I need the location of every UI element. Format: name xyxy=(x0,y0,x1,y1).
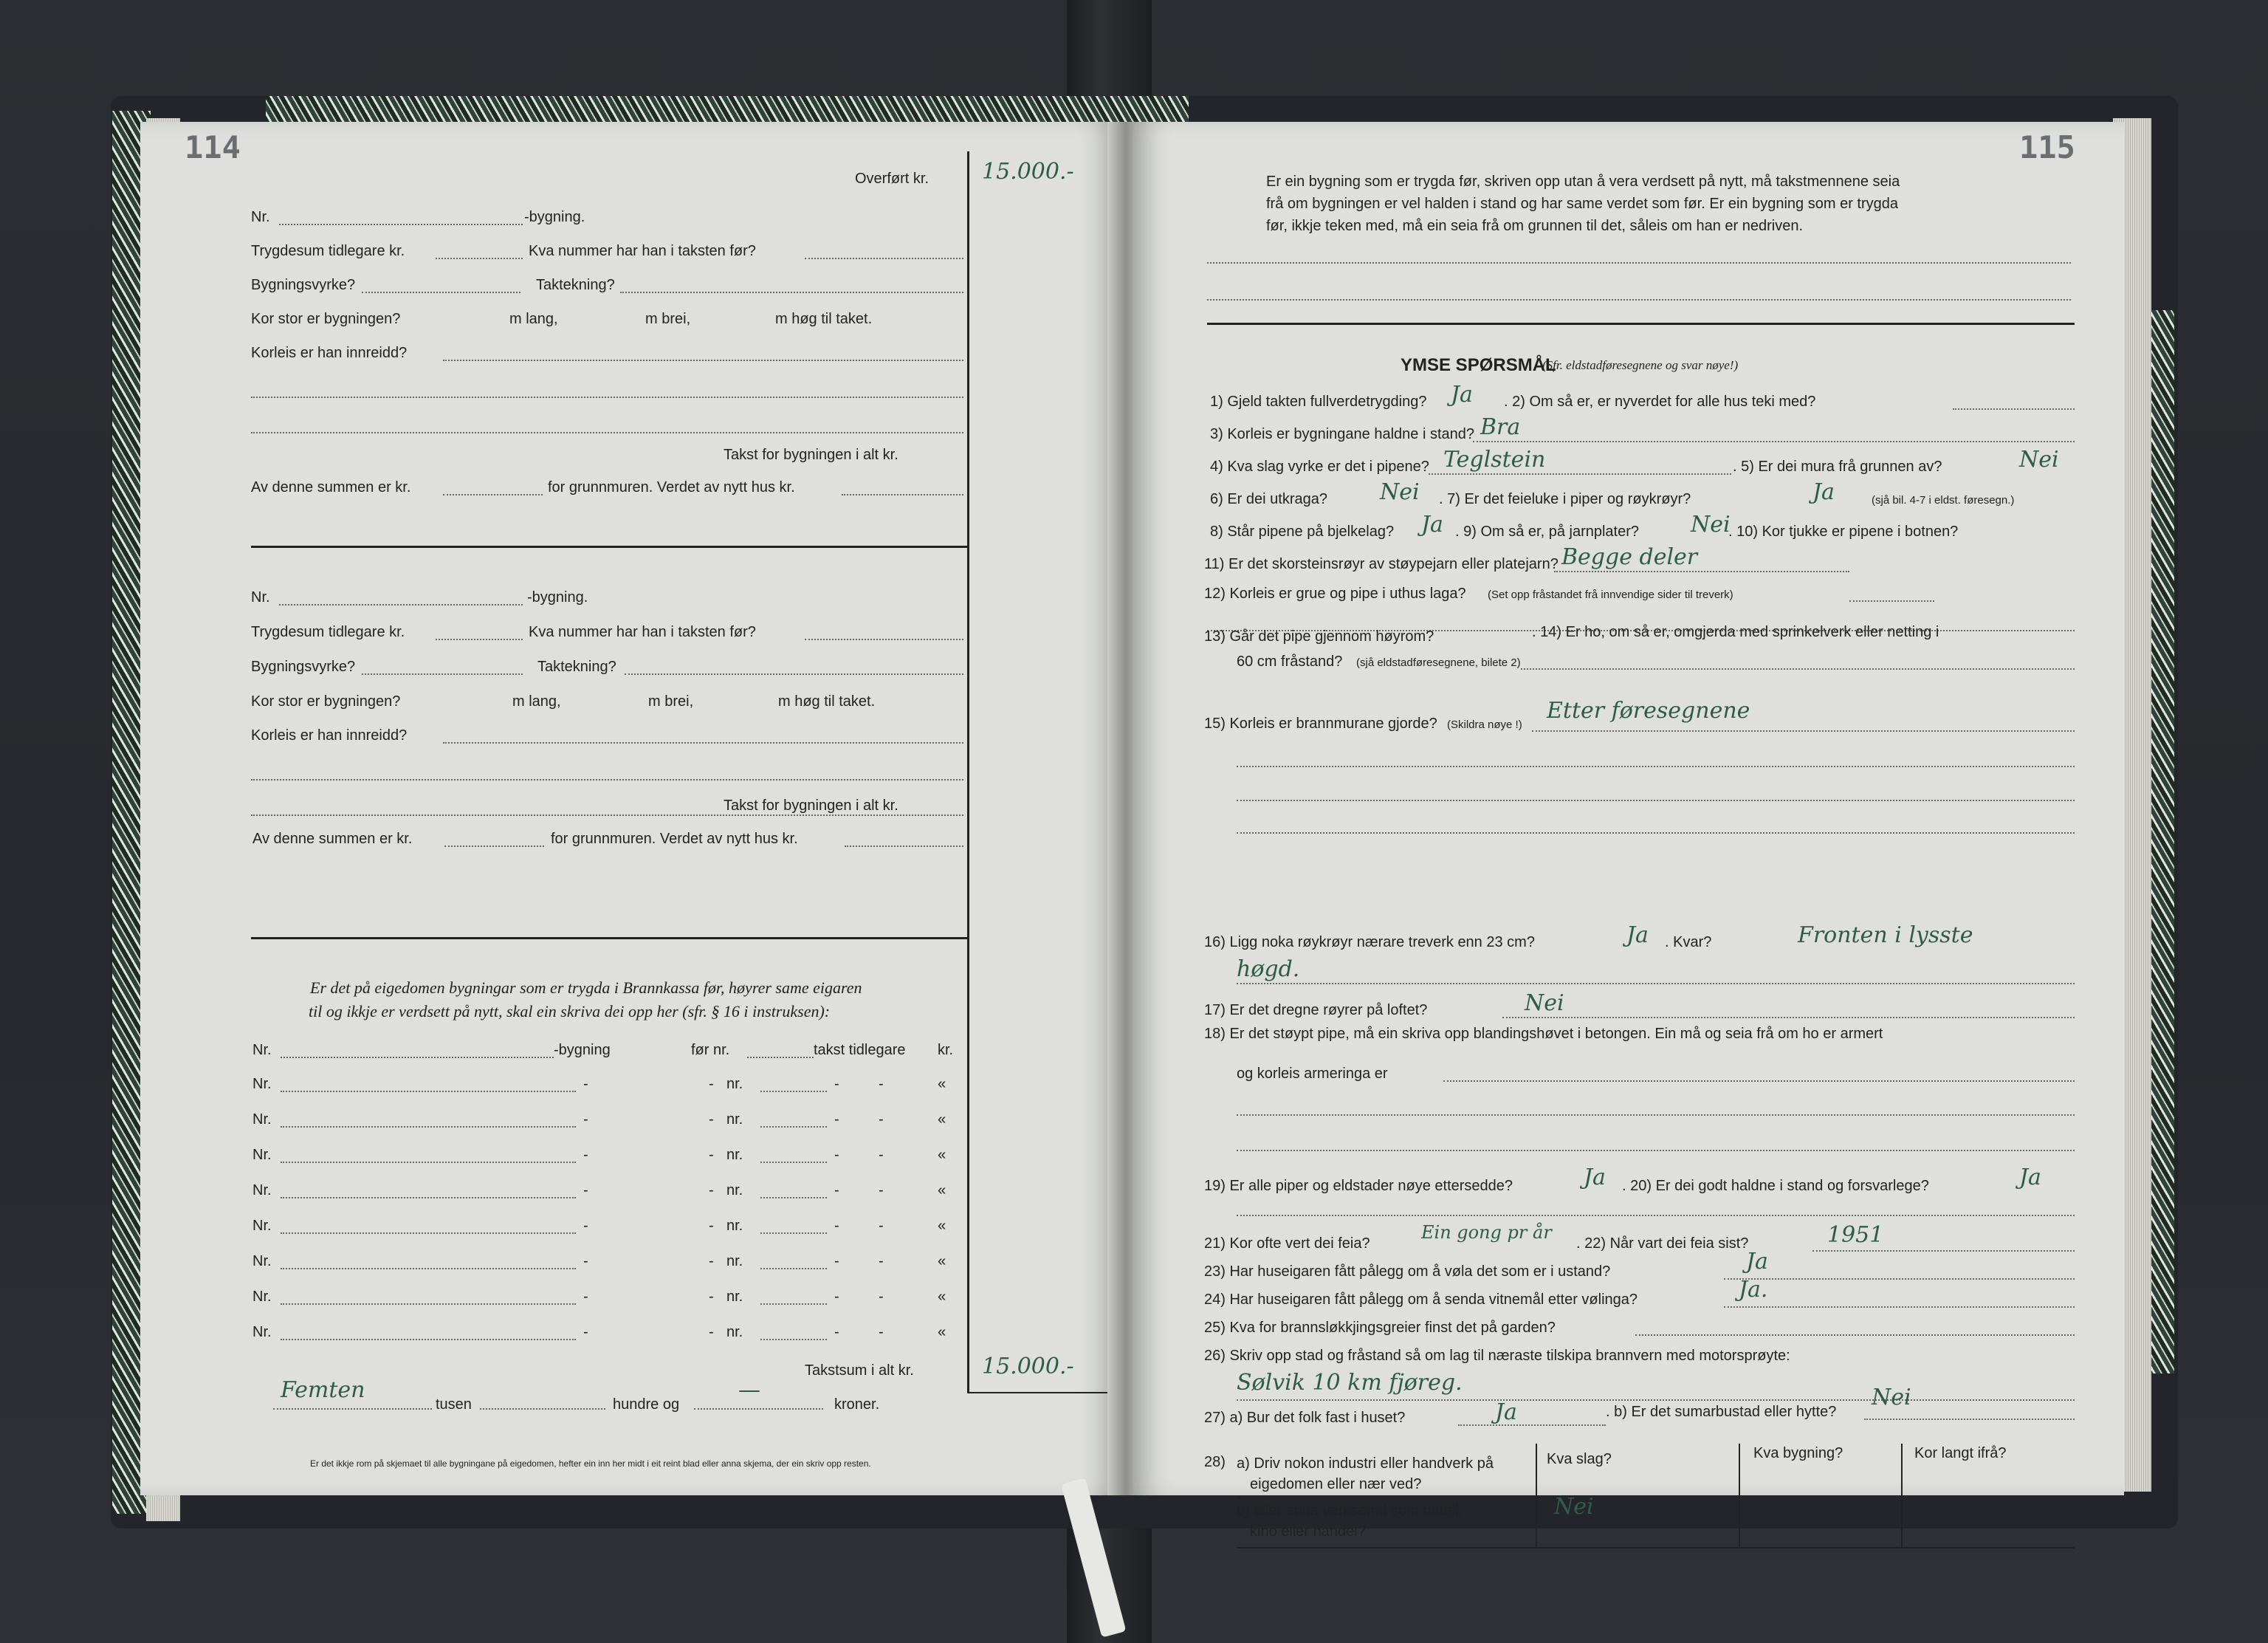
column-divider xyxy=(967,151,969,1392)
m-lang-label: m lang, xyxy=(509,311,558,327)
row-dash-4: - xyxy=(879,1182,884,1198)
q4-line xyxy=(1429,473,1731,475)
korleis-label: Korleis er han innreidd? xyxy=(251,345,408,361)
q16-kvar: . Kvar? xyxy=(1665,934,1712,950)
separator-b xyxy=(251,937,969,939)
q4-answer: Teglstein xyxy=(1443,447,1546,473)
bygning-label: -bygning. xyxy=(524,209,585,225)
marbled-edge-top xyxy=(266,96,1189,124)
row-quote: « xyxy=(938,1111,946,1128)
korleis-line-1 xyxy=(443,742,963,744)
taktekning-line xyxy=(620,292,963,293)
korleis-line-3 xyxy=(251,814,963,816)
q26-answer: Sølvik 10 km fjøreg. xyxy=(1237,1370,1463,1396)
q27b-answer: Nei xyxy=(1872,1385,1911,1410)
q28-a-cont: eigedomen eller nær ved? xyxy=(1250,1476,1422,1492)
q28-col-2 xyxy=(1739,1444,1740,1547)
row-dash-1: - xyxy=(583,1218,588,1234)
q1-answer: Ja xyxy=(1451,382,1473,408)
kva-nummer-label: Kva nummer har han i taksten før? xyxy=(529,243,756,259)
q20: . 20) Er dei godt haldne i stand og forsvarlege? xyxy=(1622,1178,1929,1194)
words-line-1 xyxy=(273,1408,432,1410)
trygdesum-label: Trygdesum tidlegare kr. xyxy=(251,624,405,640)
q27a: 27) a) Bur det folk fast i huset? xyxy=(1204,1410,1406,1426)
q22: . 22) Når vart dei feia sist? xyxy=(1576,1235,1749,1252)
row-nr: Nr. xyxy=(252,1324,272,1340)
separator-a xyxy=(251,546,969,548)
q25: 25) Kva for brannsløkkjingsgreier finst det på garden? xyxy=(1204,1320,1556,1336)
q28-kva-slag: Kva slag? xyxy=(1547,1451,1612,1467)
q6-answer: Nei xyxy=(1380,479,1420,505)
q4: 4) Kva slag vyrke er det i pipene? xyxy=(1210,459,1429,475)
row-line-2 xyxy=(760,1268,827,1269)
q7-note: (sjå bil. 4-7 i eldst. føresegn.) xyxy=(1872,494,2015,507)
q18-line-2 xyxy=(1237,1114,2075,1116)
korleis-line-3 xyxy=(251,432,963,433)
q12: 12) Korleis er grue og pipe i uthus laga? xyxy=(1204,586,1466,602)
row-nr: Nr. xyxy=(252,1253,272,1269)
row-line-2 xyxy=(760,1162,827,1163)
nr-label: Nr. xyxy=(251,209,270,225)
q14-note: (sjå eldstadføresegnene, bilete 2) xyxy=(1356,656,1521,669)
overfort-value: 15.000.- xyxy=(982,159,1074,185)
q8-answer: Ja xyxy=(1421,512,1443,538)
row-line-1 xyxy=(281,1091,576,1092)
overfort-label: Overført kr. xyxy=(855,171,929,187)
q28-row-sep xyxy=(1237,1497,1536,1498)
q24-line xyxy=(1724,1306,2075,1308)
q28-a: a) Driv nokon industri eller handverk på xyxy=(1237,1455,1494,1472)
row-dash-3: - xyxy=(834,1218,839,1234)
taktekning-line xyxy=(625,673,963,675)
row-dash-4: - xyxy=(879,1253,884,1269)
trygdesum-line xyxy=(436,258,523,259)
takstsum-value: 15.000.- xyxy=(982,1354,1074,1379)
page-number-left: 114 xyxy=(185,129,241,165)
row-dash-4: - xyxy=(879,1147,884,1163)
takstsum-underline xyxy=(967,1392,1115,1393)
q12-note: (Set opp fråstandet frå innvendige sider til treverk) xyxy=(1488,589,1733,601)
q7-answer: Ja xyxy=(1812,479,1835,505)
row-quote: « xyxy=(938,1253,946,1269)
q28-bottom xyxy=(1237,1547,2075,1548)
q28-num: 28) xyxy=(1204,1454,1226,1470)
col-nr: Nr. xyxy=(252,1042,272,1058)
q13: 13) Går det pipe gjennom høyrom? xyxy=(1204,628,1434,645)
row-dash-1: - xyxy=(583,1324,588,1340)
trygdesum-line xyxy=(436,639,523,640)
q19-answer: Ja xyxy=(1584,1164,1606,1190)
intro-answer-line-2 xyxy=(1207,299,2071,301)
q5-answer: Nei xyxy=(2019,447,2059,473)
row-dash-2: - xyxy=(709,1253,714,1269)
q7: . 7) Er det feieluke i piper og røykrøyr? xyxy=(1439,491,1691,507)
grunnmuren-label: for grunnmuren. Verdet av nytt hus kr. xyxy=(548,479,795,495)
col-kr: kr. xyxy=(938,1042,954,1058)
kor-stor-label: Kor stor er bygningen? xyxy=(251,311,401,327)
takstsum-label: Takstsum i alt kr. xyxy=(805,1362,914,1379)
q28-col-3 xyxy=(1901,1444,1903,1547)
q18-cont: og korleis armeringa er xyxy=(1237,1066,1388,1082)
sum-words-value: Femten xyxy=(281,1377,365,1403)
korleis-line-1 xyxy=(443,360,963,361)
q27b-line xyxy=(1864,1419,2075,1420)
q15-line-4 xyxy=(1237,832,2075,834)
row-dash-3: - xyxy=(834,1111,839,1128)
row-quote: « xyxy=(938,1076,946,1092)
row-quote: « xyxy=(938,1218,946,1234)
av-denne-label: Av denne summen er kr. xyxy=(252,831,413,847)
row-line-1 xyxy=(281,1268,576,1269)
kor-stor-label: Kor stor er bygningen? xyxy=(251,693,401,710)
bygningsvyrke-line xyxy=(362,292,520,293)
q28-b-cont: kino eller handel? xyxy=(1250,1523,1366,1540)
q27a-line xyxy=(1458,1424,1606,1426)
row-dash-2: - xyxy=(709,1147,714,1163)
q25-line xyxy=(1635,1334,2075,1336)
taktekning-label: Taktekning? xyxy=(536,277,615,293)
q22-line xyxy=(1812,1250,2075,1252)
hundre-label: hundre og xyxy=(613,1396,680,1413)
q18-line-1 xyxy=(1443,1080,2075,1082)
row-line-2 xyxy=(760,1126,827,1128)
row-quote: « xyxy=(938,1147,946,1163)
m-brei-label: m brei, xyxy=(648,693,694,710)
row-nr-label: nr. xyxy=(726,1111,743,1128)
korleis-line-2 xyxy=(251,779,963,781)
row-dash-1: - xyxy=(583,1182,588,1198)
q28-kva-bygning: Kva bygning? xyxy=(1753,1445,1843,1461)
row-quote: « xyxy=(938,1182,946,1198)
row-dash-2: - xyxy=(709,1182,714,1198)
q11: 11) Er det skorsteinsrøyr av støypejarn eller platejarn? xyxy=(1204,556,1559,572)
row-dash-3: - xyxy=(834,1324,839,1340)
col-for-nr: før nr. xyxy=(691,1042,730,1058)
tusen-label: tusen xyxy=(436,1396,472,1413)
q27b: . b) Er det sumarbustad eller hytte? xyxy=(1606,1404,1837,1420)
q24-answer: Ja. xyxy=(1739,1277,1768,1303)
row-line-2 xyxy=(760,1232,827,1234)
q3: 3) Korleis er bygningane haldne i stand? xyxy=(1210,426,1475,442)
grunnmuren-line xyxy=(845,845,963,847)
intro-separator xyxy=(1207,323,2075,325)
bygning-label: -bygning. xyxy=(527,589,588,606)
nr-line xyxy=(279,604,523,606)
q28-kor-langt: Kor langt ifrå? xyxy=(1914,1445,2007,1461)
intro-line-2: frå om bygningen er vel halden i stand og har same verdet som før. Er ein bygning som er trygda xyxy=(1266,196,1898,212)
col-bygning: -bygning xyxy=(554,1042,611,1058)
q5: . 5) Er dei mura frå grunnen av? xyxy=(1733,459,1942,475)
row-dash-3: - xyxy=(834,1182,839,1198)
q14-line xyxy=(1521,668,2075,670)
q14: . 14) Er ho, om så er, omgjerda med sprinkelverk eller netting i xyxy=(1532,624,1939,640)
row-nr: Nr. xyxy=(252,1076,272,1092)
kva-nummer-label: Kva nummer har han i taksten før? xyxy=(529,624,756,640)
row-line-2 xyxy=(760,1091,827,1092)
bygningsvyrke-line xyxy=(362,673,523,675)
row-dash-4: - xyxy=(879,1111,884,1128)
q28-b: b) eller anna verksemd som hotell, xyxy=(1237,1503,1463,1519)
row-dash-1: - xyxy=(583,1147,588,1163)
intro-line-1: Er det på eigedomen bygningar som er trygda i Brannkassa før, høyrer same eigaren xyxy=(310,978,862,997)
q20-line xyxy=(1237,1215,2075,1216)
q23-answer: Ja xyxy=(1746,1249,1768,1275)
row-nr: Nr. xyxy=(252,1147,272,1163)
row-dash-2: - xyxy=(709,1324,714,1340)
kroner-label: kroner. xyxy=(834,1396,880,1413)
row-dash-4: - xyxy=(879,1324,884,1340)
q2-line xyxy=(1953,408,2075,410)
row-dash-4: - xyxy=(879,1076,884,1092)
takst-label: Takst for bygningen i alt kr. xyxy=(724,447,898,463)
q2: . 2) Om så er, er nyverdet for alle hus teki med? xyxy=(1504,394,1816,410)
q21-answer: Ein gong pr år xyxy=(1421,1222,1552,1243)
row-nr-label: nr. xyxy=(726,1324,743,1340)
row-nr-label: nr. xyxy=(726,1253,743,1269)
intro-line-1: Er ein bygning som er trygda før, skriven opp utan å vera verdsett på nytt, må takstmennene seia xyxy=(1266,174,1900,190)
q15-note: (Skildra nøye !) xyxy=(1447,718,1522,731)
row-quote: « xyxy=(938,1324,946,1340)
row-line-1 xyxy=(281,1126,576,1128)
q11-line xyxy=(1554,571,1849,572)
q16-answer-2: Fronten i lysste xyxy=(1798,922,1973,948)
row-line-1 xyxy=(281,1162,576,1163)
q16-line xyxy=(1237,983,2075,984)
q28-answer: Nei xyxy=(1554,1494,1594,1520)
row-quote: « xyxy=(938,1289,946,1305)
row-dash-2: - xyxy=(709,1111,714,1128)
row-nr-label: nr. xyxy=(726,1182,743,1198)
q3-line xyxy=(1473,441,2075,442)
row-dash-2: - xyxy=(709,1218,714,1234)
row-line-1 xyxy=(281,1339,576,1340)
q16-answer: Ja xyxy=(1626,922,1649,948)
row-nr-label: nr. xyxy=(726,1147,743,1163)
q15: 15) Korleis er brannmurane gjorde? xyxy=(1204,716,1437,732)
q10: . 10) Kor tjukke er pipene i botnen? xyxy=(1728,524,1959,540)
row-dash-4: - xyxy=(879,1289,884,1305)
q21: 21) Kor ofte vert dei feia? xyxy=(1204,1235,1370,1252)
row-nr: Nr. xyxy=(252,1289,272,1305)
intro-line-2: til og ikkje er verdsett på nytt, skal ein skriva dei opp her (sfr. § 16 i instruksen): xyxy=(309,1002,831,1021)
m-hog-label: m høg til taket. xyxy=(775,311,873,327)
trygdesum-label: Trygdesum tidlegare kr. xyxy=(251,243,405,259)
q15-line-1 xyxy=(1532,730,2075,732)
korleis-label: Korleis er han innreidd? xyxy=(251,727,408,744)
row-nr: Nr. xyxy=(252,1111,272,1128)
row-nr: Nr. xyxy=(252,1218,272,1234)
korleis-line-2 xyxy=(251,397,963,398)
q17: 17) Er det dregne røyrer på loftet? xyxy=(1204,1002,1428,1018)
bygningsvyrke-label: Bygningsvyrke? xyxy=(251,659,356,675)
q24: 24) Har huseigaren fått pålegg om å senda vitnemål etter vølinga? xyxy=(1204,1292,1638,1308)
ymse-heading-note: (Sfr. eldstadføresegnene og svar nøye!) xyxy=(1542,358,1739,372)
q11-answer: Begge deler xyxy=(1561,544,1698,570)
left-page xyxy=(140,122,1116,1495)
row-dash-3: - xyxy=(834,1289,839,1305)
col-for-nr-line xyxy=(747,1057,814,1058)
q3-answer: Bra xyxy=(1480,414,1521,440)
col-nr-line xyxy=(281,1057,554,1058)
q23-line xyxy=(1724,1278,2075,1280)
av-denne-line xyxy=(443,494,543,495)
bygningsvyrke-label: Bygningsvyrke? xyxy=(251,277,356,293)
row-line-1 xyxy=(281,1303,576,1305)
q22-answer: 1951 xyxy=(1827,1222,1884,1248)
row-nr-label: nr. xyxy=(726,1076,743,1092)
q28-col-1 xyxy=(1536,1444,1537,1547)
row-dash-3: - xyxy=(834,1076,839,1092)
q26: 26) Skriv opp stad og fråstand så om lag til næraste tilskipa brannvern med motorsprøyte: xyxy=(1204,1348,1790,1364)
q1: 1) Gjeld takten fullverdetrygding? xyxy=(1210,394,1427,410)
ymse-heading: YMSE SPØRSMÅL xyxy=(1401,355,1556,375)
q18: 18) Er det støypt pipe, må ein skriva opp blandingshøvet i betongen. Ein må og seia frå om ho er armert xyxy=(1204,1026,1883,1042)
q15-line-3 xyxy=(1237,800,2075,801)
q20-answer: Ja xyxy=(2019,1164,2041,1190)
right-page xyxy=(1133,122,2124,1540)
row-dash-1: - xyxy=(583,1289,588,1305)
q12-line xyxy=(1849,600,1934,602)
row-dash-1: - xyxy=(583,1076,588,1092)
row-nr: Nr. xyxy=(252,1182,272,1198)
q6: 6) Er dei utkraga? xyxy=(1210,491,1327,507)
q16-answer-3: høgd. xyxy=(1237,956,1300,982)
q17-answer: Nei xyxy=(1525,990,1564,1016)
q15-answer: Etter føresegnene xyxy=(1547,698,1750,724)
m-hog-label: m høg til taket. xyxy=(778,693,876,710)
q14-cont: 60 cm fråstand? xyxy=(1237,654,1343,670)
row-dash-1: - xyxy=(583,1253,588,1269)
words-line-3 xyxy=(694,1408,823,1410)
hundre-value: — xyxy=(738,1377,760,1403)
grunnmuren-line xyxy=(842,494,963,495)
words-line-2 xyxy=(480,1408,605,1410)
col-takst: takst tidlegare xyxy=(814,1042,906,1058)
q17-line xyxy=(1502,1017,2075,1018)
q18-line-3 xyxy=(1237,1150,2075,1151)
row-line-2 xyxy=(760,1197,827,1198)
row-dash-4: - xyxy=(879,1218,884,1234)
q26-line xyxy=(1237,1399,2075,1401)
grunnmuren-label: for grunnmuren. Verdet av nytt hus kr. xyxy=(551,831,798,847)
q19: 19) Er alle piper og eldstader nøye ettersedde? xyxy=(1204,1178,1513,1194)
q27a-answer: Ja xyxy=(1495,1399,1517,1425)
nr-line xyxy=(279,224,523,225)
q15-line-2 xyxy=(1237,766,2075,767)
row-line-2 xyxy=(760,1339,827,1340)
nr-label: Nr. xyxy=(251,589,270,606)
intro-answer-line-1 xyxy=(1207,262,2071,264)
row-nr-label: nr. xyxy=(726,1218,743,1234)
row-line-1 xyxy=(281,1197,576,1198)
kva-nummer-line xyxy=(805,258,963,259)
footnote: Er det ikkje rom på skjemaet til alle bygningane på eigedomen, hefter ein inn her midt i eit reint blad eller anna skjema, der ein skriv opp resten. xyxy=(310,1458,871,1469)
q23: 23) Har huseigaren fått pålegg om å vøla det som er i ustand? xyxy=(1204,1263,1611,1280)
row-dash-3: - xyxy=(834,1147,839,1163)
page-number-right: 115 xyxy=(2019,129,2075,165)
kva-nummer-line xyxy=(805,639,963,640)
q8: 8) Står pipene på bjelkelag? xyxy=(1210,524,1395,540)
row-dash-2: - xyxy=(709,1289,714,1305)
q9: . 9) Om så er, på jarnplater? xyxy=(1455,524,1640,540)
m-lang-label: m lang, xyxy=(512,693,561,710)
row-nr-label: nr. xyxy=(726,1289,743,1305)
row-dash-3: - xyxy=(834,1253,839,1269)
taktekning-label: Taktekning? xyxy=(537,659,616,675)
takst-label: Takst for bygningen i alt kr. xyxy=(724,798,898,814)
av-denne-label: Av denne summen er kr. xyxy=(251,479,411,495)
row-line-1 xyxy=(281,1232,576,1234)
av-denne-line xyxy=(444,845,544,847)
row-line-2 xyxy=(760,1303,827,1305)
q9-answer: Nei xyxy=(1691,512,1731,538)
row-dash-2: - xyxy=(709,1076,714,1092)
q16: 16) Ligg noka røykrøyr nærare treverk enn 23 cm? xyxy=(1204,934,1535,950)
row-dash-1: - xyxy=(583,1111,588,1128)
intro-line-3: før, ikkje teken med, må ein seia frå om grunnen til det, såleis om han er nedriven. xyxy=(1266,218,1804,234)
m-brei-label: m brei, xyxy=(645,311,691,327)
